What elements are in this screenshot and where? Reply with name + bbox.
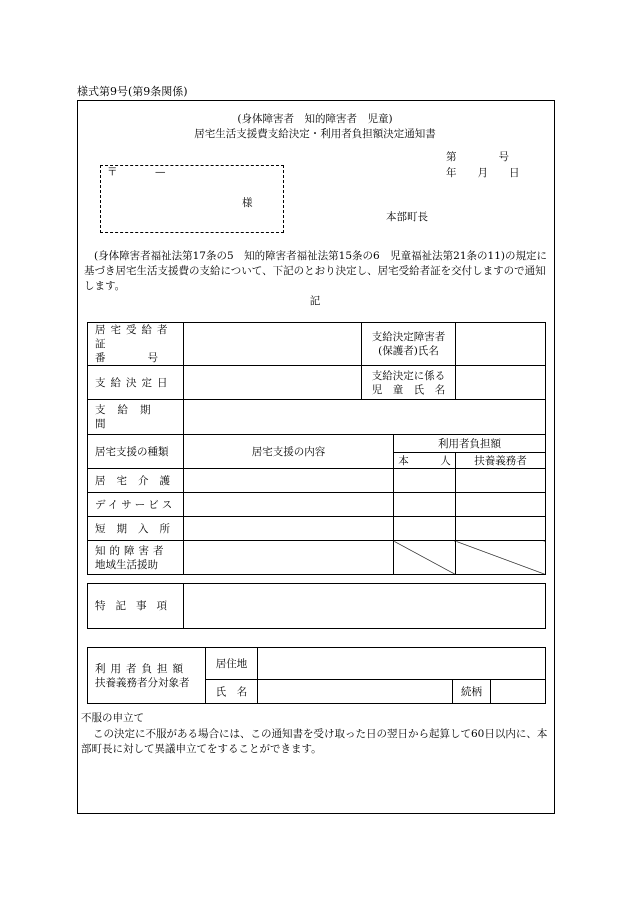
supporter-burden-cell[interactable] — [456, 493, 546, 517]
child-line-2: 児 童 氏 名 — [371, 383, 446, 396]
guardian-line-1: 支給決定障害者 — [371, 331, 446, 343]
notes-label: 特記事項 — [88, 584, 184, 629]
document-date: 年 月 日 — [446, 167, 520, 179]
period-label: 支給期間 — [88, 400, 184, 435]
guardian-name-label — [362, 323, 456, 366]
relation-label: 続柄 — [453, 680, 491, 704]
self-header: 本 人 — [394, 453, 456, 469]
self-burden-cell[interactable] — [394, 517, 456, 541]
burden-header: 利用者負担額 — [394, 435, 546, 453]
title-line-2: 居宅生活支援費支給決定・利用者負担額決定通知書 — [194, 128, 436, 140]
supporter-table — [87, 647, 546, 704]
intro-paragraph: (身体障害者福祉法第17条の5 知的障害者福祉法第15条の6 児童福祉法第21条の11)の規定に基づき居宅生活支援費の支給について、下記のとおり決定し、居宅受給者証を交付しますので通知します。 — [84, 250, 547, 292]
decision-table — [87, 322, 546, 575]
appeal-paragraph: この決定に不服がある場合には、この通知書を受け取った日の翌日から起算して60日以内に、本部町長に対して異議申立てをすることができます。 — [81, 728, 548, 755]
supporter-burden-cell[interactable] — [456, 469, 546, 493]
service-content-header: 居宅支援の内容 — [184, 435, 394, 469]
child-name-value[interactable] — [456, 366, 546, 400]
addressee-suffix: 様 — [242, 197, 253, 209]
service-type-header: 居宅支援の種類 — [88, 435, 184, 469]
self-burden-cell[interactable] — [394, 493, 456, 517]
notes-table — [87, 583, 546, 629]
name-label: 氏 名 — [206, 680, 258, 704]
notes-value[interactable] — [184, 584, 546, 629]
recipient-number-label — [88, 323, 184, 366]
child-line-1: 支給決定に係る — [371, 369, 446, 382]
child-name-label — [362, 366, 456, 400]
diagonal-cell — [456, 541, 546, 575]
supporter-target-label — [88, 648, 206, 704]
recipient-number-value[interactable] — [184, 323, 362, 366]
appeal-title: 不服の申立て — [81, 712, 144, 724]
last-service-line-2: 地域生活援助 — [95, 558, 158, 571]
postal-dash: — — [155, 166, 166, 178]
address-value[interactable] — [258, 648, 546, 680]
postal-mark: 〒 — [107, 166, 118, 178]
supporter-label-line-2: 扶養義務者分対象者 — [95, 676, 190, 689]
service-row-label: デイサービス — [88, 493, 184, 517]
address-box — [100, 165, 284, 233]
service-content-cell[interactable] — [184, 517, 394, 541]
title-line-1: (身体障害者 知的障害者 児童) — [237, 113, 393, 125]
service-row-label: 居宅介護 — [88, 469, 184, 493]
service-content-cell[interactable] — [184, 541, 394, 575]
diagonal-cell — [394, 541, 456, 575]
service-row-label: 短期入所 — [88, 517, 184, 541]
service-row-label — [88, 541, 184, 575]
supporter-label-line-1: 利用者負担額 — [95, 662, 188, 675]
guardian-line-2: (保護者)氏名 — [378, 345, 439, 357]
service-content-cell[interactable] — [184, 469, 394, 493]
relation-value[interactable] — [491, 680, 546, 704]
period-value[interactable] — [184, 400, 546, 435]
name-value[interactable] — [258, 680, 453, 704]
address-label: 居住地 — [206, 648, 258, 680]
supporter-header: 扶養義務者 — [456, 453, 546, 469]
decision-date-label: 支給決定日 — [88, 366, 184, 400]
document-number: 第 号 — [446, 151, 509, 163]
form-number: 様式第9号(第9条関係) — [77, 85, 188, 98]
service-content-cell[interactable] — [184, 493, 394, 517]
decision-date-value[interactable] — [184, 366, 362, 400]
guardian-name-value[interactable] — [456, 323, 546, 366]
ki-label: 記 — [309, 295, 321, 307]
last-service-line-1: 知的障害者 — [95, 544, 168, 557]
self-burden-cell[interactable] — [394, 469, 456, 493]
issuer-name: 本部町長 — [386, 211, 428, 223]
recipient-number-line-2: 番 号 — [95, 352, 158, 364]
recipient-number-line-1: 居宅受給者証 — [95, 324, 173, 350]
supporter-burden-cell[interactable] — [456, 517, 546, 541]
